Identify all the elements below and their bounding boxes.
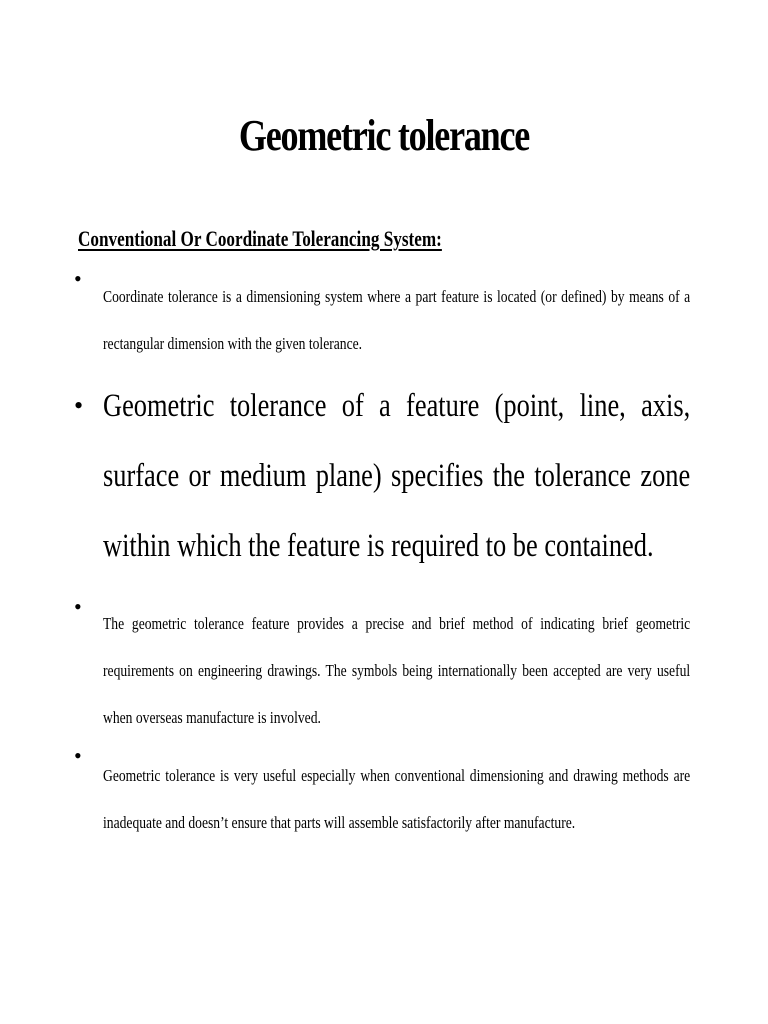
section-heading: Conventional Or Coordinate Tolerancing System: (78, 226, 442, 251)
bullet-paragraph (103, 371, 690, 581)
bullet-marker: • (74, 743, 82, 768)
bullet-paragraph (103, 273, 690, 367)
bullet-text: The geometric tolerance feature provides a precise and brief method of indicating brief geometric requirements on engineering drawings. The symbols being internationally been accepted are very useful when overseas manufacture is involved. (103, 614, 691, 727)
bullet-marker: • (74, 266, 82, 291)
bullet-marker: • (74, 594, 82, 619)
bullet-text: Coordinate tolerance is a dimensioning system where a part feature is located (or defined) by means of a rectangular dimension with the given tolerance. (103, 287, 691, 353)
bullet-paragraph (103, 752, 690, 846)
bullet-text: Geometric tolerance of a feature (point, line, axis, surface or medium plane) specifies the tolerance zone within which the feature is required to be contained. (103, 388, 691, 564)
bullet-marker: • (74, 391, 84, 420)
bullet-text: Geometric tolerance is very useful especially when conventional dimensioning and drawing methods are inadequate and doesn’t ensure that parts will assemble satisfactorily after manufacture. (103, 766, 691, 832)
page-title: Geometric tolerance (238, 111, 530, 160)
bullet-paragraph (103, 600, 690, 741)
